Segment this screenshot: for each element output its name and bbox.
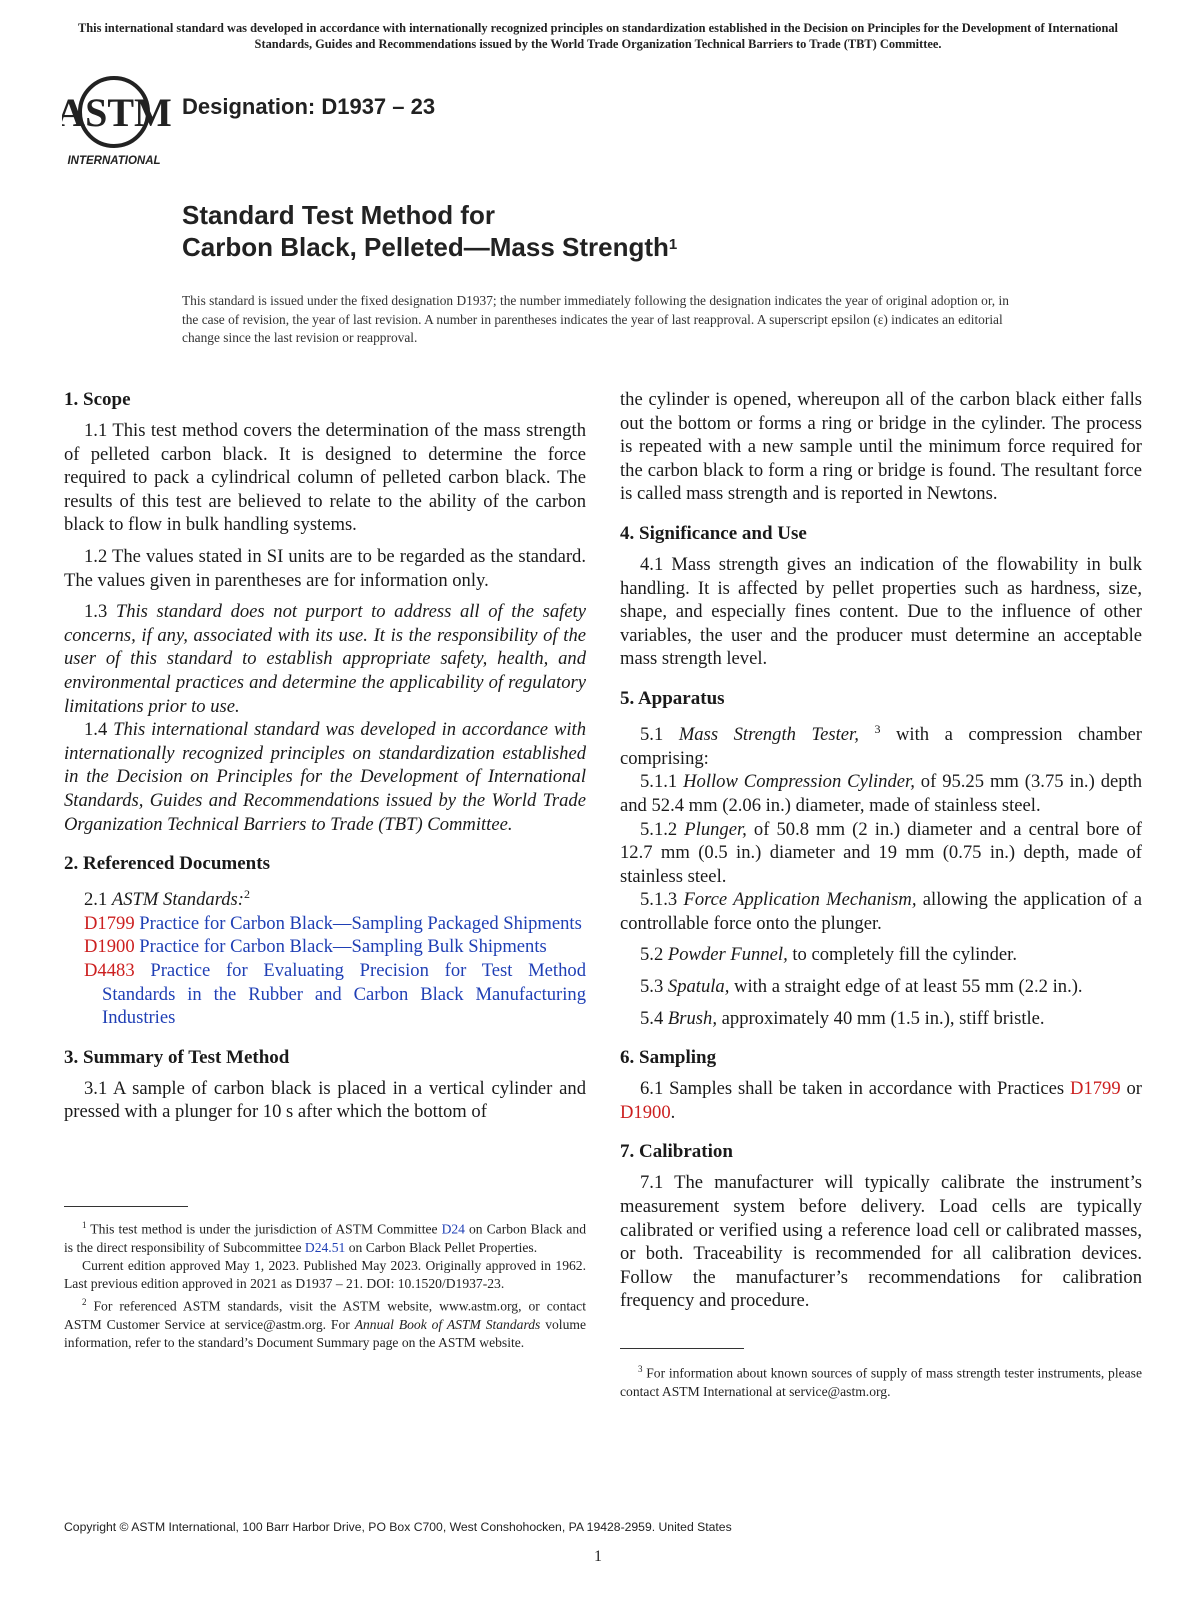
link-d1799[interactable]: D1799 [1070, 1078, 1121, 1100]
para-7-1: 7.1 The manufacturer will typically calibrate the instrument’s measurement system before delivery. Load cells are typically calibrated or verified using a reference load cell or calibrated masses, or both. Traceability is recommended for all calibration devices. Follow the manufacturer’s recommendations for calibration frequency and procedure. [620, 1172, 1142, 1312]
designation: Designation: D1937 – 23 [182, 94, 436, 119]
link-d24[interactable]: D24 [441, 1221, 465, 1237]
reference-d1900[interactable]: D1900 Practice for Carbon Black—Sampling Bulk Shipments [84, 936, 547, 958]
para-2-1: 2.1 ASTM Standards:$^2$ [84, 887, 250, 911]
header-notice: This international standard was developed in accordance with internationally recognized principles on standardization established in the Decision on Principles for the Development of International Standards, Guides and Recommendations issued by the World Trade Organization Technical Barriers to Trade (TBT) Committee. [77, 21, 1119, 51]
section-4-heading: 4. Significance and Use [620, 522, 807, 544]
left-column [64, 388, 586, 1124]
title-footnote-mark: 1 [668, 236, 678, 253]
section-6-heading: 6. Sampling [620, 1047, 717, 1069]
para-1-1: 1.1 This test method covers the determination of the mass strength of pelleted carbon black. It is designed to determine the force required to pack a cylindrical column of pelleted carbon black. The results of this test are believed to relate to the ability of the carbon black to flow in bulk handling systems. [64, 420, 586, 536]
para-5-2: 5.2 Powder Funnel, to completely fill the cylinder. [640, 944, 1017, 966]
link-d24-51[interactable]: D24.51 [304, 1239, 346, 1255]
para-1-4: 1.4 This international standard was developed in accordance with internationally recognized principles on standardization established in the Decision on Principles for the Development of International Standards, Guides and Recommendations issued by the World Trade Organization Technical Barriers to Trade (TBT) Committee. [64, 719, 586, 835]
page-number: 1 [594, 1548, 602, 1565]
para-5-1: 5.1 Mass Strength Tester, $^3$ with a compression chamber comprising: [620, 721, 1142, 769]
title-line-2: Carbon Black, Pelleted—Mass Strength [182, 232, 669, 262]
footnotes-left [64, 1216, 586, 1352]
footnote-2: $^2$ For referenced ASTM standards, visit the ASTM website, www.astm.org, or contact ASTM Customer Service at service@astm.org. For Annual Book of ASTM Standards volume information, refer to the standard’s Document Summary page on the ASTM website. [64, 1297, 586, 1351]
para-4-1: 4.1 Mass strength gives an indication of the flowability in bulk handling. It is affected by pellet properties such as hardness, size, shape, and especially fines content. Due to the influence of other variables, the user and the producer must determine an acceptable mass strength level. [620, 553, 1142, 670]
footnote-rule-right [620, 1348, 744, 1349]
para-5-4: 5.4 Brush, approximately 40 mm (1.5 in.), stiff bristle. [640, 1007, 1045, 1029]
svg-text:INTERNATIONAL: INTERNATIONAL [67, 155, 161, 167]
para-5-1-1: 5.1.1 Hollow Compression Cylinder, of 95.25 mm (3.75 in.) depth and 52.4 mm (2.06 in.) diameter, made of stainless steel. [620, 771, 1142, 816]
para-3-1-continued: the cylinder is opened, whereupon all of the carbon black either falls out the bottom or forms a ring or bridge in the cylinder. The process is repeated with a new sample until the minimum force required for the carbon black to form a ring or bridge is found. The resultant force is called mass strength and is reported in Newtons. [620, 389, 1142, 505]
footnote-1: $^1$ This test method is under the jurisdiction of ASTM Committee D24 on Carbon Black and is the direct responsibility of Subcommittee D24.51 on Carbon Black Pellet Properties. [64, 1220, 586, 1255]
right-column [620, 388, 1142, 1313]
reference-d4483[interactable]: D4483 Practice for Evaluating Precision for Test Method Standards in the Rubber and Carbon Black Manufacturing Industries [84, 960, 586, 1029]
para-5-1-2: 5.1.2 Plunger, of 50.8 mm (2 in.) diameter and a central bore of 12.7 mm (0.5 in.) diameter and 19 mm (0.75 in.) depth, made of stainless steel. [620, 818, 1142, 887]
section-1-heading: 1. Scope [64, 389, 131, 410]
issued-note: This standard is issued under the fixed designation D1937; the number immediately following the designation indicates the year of original adoption or, in the case of revision, the year of last revision. A number in parentheses indicates the year of last reapproval. A superscript epsilon (ε) indicates an editorial change since the last revision or reapproval. [182, 293, 1009, 345]
para-5-3: 5.3 Spatula, with a straight edge of at least 55 mm (2.2 in.). [640, 976, 1083, 998]
para-3-1-start: 3.1 A sample of carbon black is placed in a vertical cylinder and pressed with a plunger for 10 s after which the bottom of [64, 1077, 586, 1123]
footnote-3: $^3$ For information about known sources of supply of mass strength tester instruments, please contact ASTM International at service@astm.org. [620, 1364, 1142, 1399]
copyright: Copyright © ASTM International, 100 Barr Harbor Drive, PO Box C700, West Conshohocken, PA 19428-2959. United States [64, 1520, 732, 1534]
para-1-3: 1.3 This standard does not purport to address all of the safety concerns, if any, associated with its use. It is the responsibility of the user of this standard to establish appropriate safety, health, and environmental practices and determine the applicability of regulatory limitations prior to use. [64, 601, 586, 717]
section-3-heading: 3. Summary of Test Method [64, 1046, 290, 1068]
document-title [182, 199, 677, 263]
footnote-rule-left [64, 1206, 188, 1207]
section-5-heading: 5. Apparatus [620, 687, 725, 709]
para-5-1-3: 5.1.3 Force Application Mechanism, allowing the application of a controllable force onto the plunger. [620, 889, 1142, 934]
title-line-1: Standard Test Method for [182, 200, 495, 230]
footnotes-right [620, 1360, 1142, 1401]
link-d1900[interactable]: D1900 [620, 1101, 671, 1123]
reference-d1799[interactable]: D1799 Practice for Carbon Black—Sampling Packaged Shipments [84, 912, 582, 934]
section-2-heading: 2. Referenced Documents [64, 853, 270, 875]
section-7-heading: 7. Calibration [620, 1141, 733, 1163]
svg-text:ASTM: ASTM [62, 90, 172, 135]
footnote-1-edition: Current edition approved May 1, 2023. Published May 2023. Originally approved in 1962. Last previous edition approved in 2021 as D1937 – 21. DOI: 10.1520/D1937-23. [64, 1257, 586, 1292]
para-1-2: 1.2 The values stated in SI units are to be regarded as the standard. The values given in parentheses are for information only. [64, 545, 586, 591]
astm-logo [62, 72, 174, 168]
para-6-1: 6.1 Samples shall be taken in accordance with Practices D1799 or D1900. [620, 1078, 1142, 1123]
